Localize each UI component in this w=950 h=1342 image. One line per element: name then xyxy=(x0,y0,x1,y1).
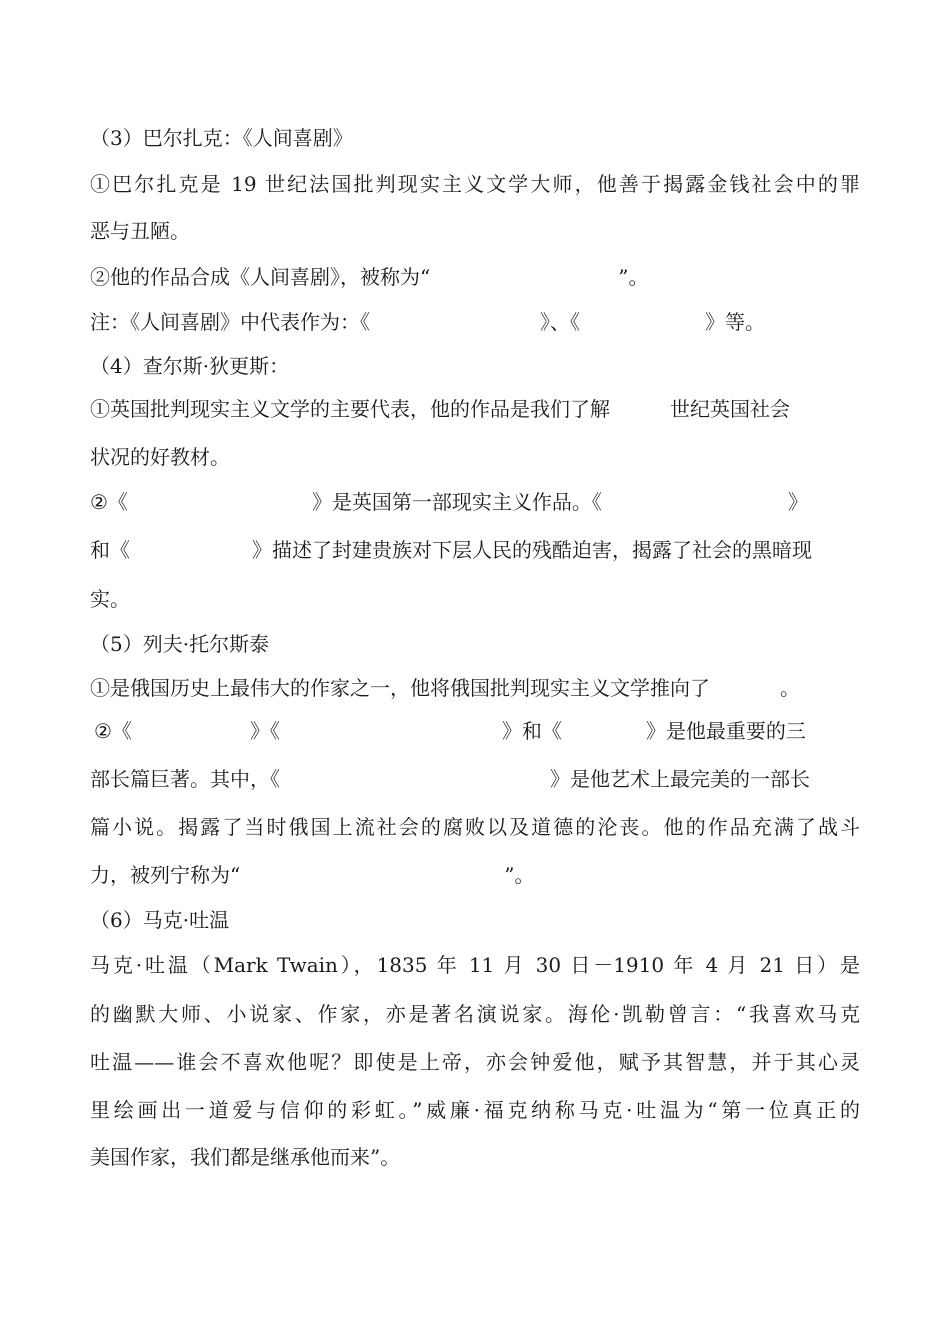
dickens-paragraph-2 xyxy=(90,490,860,514)
tolstoy-paragraph-2-line-3: 篇小说。揭露了当时俄国上流社会的腐败以及道德的沦丧。他的作品充满了战斗 xyxy=(90,815,860,839)
tolstoy-paragraph-2-line-4 xyxy=(90,863,860,887)
balzac-p2-text-b: ”。 xyxy=(618,265,649,289)
balzac-note-text-b: 》、《 xyxy=(540,310,580,334)
dickens-p3-text-b: 》描述了封建贵族对下层人民的残酷迫害，揭露了社会的黑暗现 xyxy=(252,538,812,562)
tolstoy-p1-text-b: 。 xyxy=(780,676,800,700)
dickens-paragraph-1-line-2: 状况的好教材。 xyxy=(90,445,230,469)
tolstoy-p5-text-a: 力，被列宁称为“ xyxy=(90,863,241,887)
balzac-note-text-a: 注：《人间喜剧》中代表作为：《 xyxy=(90,310,370,334)
tolstoy-paragraph-2-line-2 xyxy=(90,767,860,791)
tolstoy-p3-text-b: 》是他艺术上最完美的一部长 xyxy=(550,767,810,791)
tolstoy-p2-text-d: 》是他最重要的三 xyxy=(645,719,806,743)
twain-paragraph-line-5: 美国作家，我们都是继承他而来”。 xyxy=(90,1145,401,1169)
tolstoy-p1-text-a: ①是俄国历史上最伟大的作家之一，他将俄国批判现实主义文学推向了 xyxy=(90,676,710,700)
tolstoy-p3-text-a: 部长篇巨著。其中，《 xyxy=(90,767,280,791)
balzac-note xyxy=(90,310,860,334)
twain-paragraph-line-1: 马克·吐温（Mark Twain），1835 年 11 月 30 日－1910 年 4 月 21 日）是 xyxy=(90,953,860,977)
dickens-paragraph-3-line-2: 实。 xyxy=(90,587,130,611)
dickens-p1-text-a: ①英国批判现实主义文学的主要代表，他的作品是我们了解 xyxy=(90,397,610,421)
balzac-paragraph-1-line-2: 恶与丑陋。 xyxy=(90,219,190,243)
tolstoy-p2-text-a: ②《 xyxy=(94,719,132,743)
dickens-p2-text-c: 》 xyxy=(787,490,808,514)
balzac-note-text-c: 》等。 xyxy=(705,310,765,334)
section-heading-tolstoy: （5）列夫·托尔斯泰 xyxy=(90,632,270,656)
section-heading-dickens: （4）查尔斯·狄更斯： xyxy=(90,354,290,378)
tolstoy-p2-text-b: 》《 xyxy=(249,719,280,743)
balzac-p2-text-a: ②他的作品合成《人间喜剧》，被称为“ xyxy=(90,265,431,289)
tolstoy-p5-text-b: ”。 xyxy=(504,863,535,887)
tolstoy-paragraph-1 xyxy=(90,676,860,700)
balzac-paragraph-2 xyxy=(90,265,860,289)
dickens-paragraph-3-line-1 xyxy=(90,538,860,562)
twain-paragraph-line-2: 的幽默大师、小说家、作家，亦是著名演说家。海伦·凯勒曾言：“我喜欢马克 xyxy=(90,1002,860,1026)
section-heading-twain: （6）马克·吐温 xyxy=(90,908,230,932)
section-heading-balzac: （3）巴尔扎克：《人间喜剧》 xyxy=(90,126,353,150)
twain-paragraph-line-4: 里绘画出一道爱与信仰的彩虹。”威廉·福克纳称马克·吐温为“第一位真正的 xyxy=(90,1098,860,1122)
dickens-p1-text-b: 世纪英国社会 xyxy=(670,397,790,421)
tolstoy-p2-text-c: 》和《 xyxy=(501,719,562,743)
dickens-p3-text-a: 和《 xyxy=(90,538,130,562)
balzac-paragraph-1-line-1: ①巴尔扎克是 19 世纪法国批判现实主义文学大师，他善于揭露金钱社会中的罪 xyxy=(90,172,860,196)
twain-paragraph-line-3: 吐温——谁会不喜欢他呢？即使是上帝，亦会钟爱他，赋予其智慧，并于其心灵 xyxy=(90,1050,860,1074)
tolstoy-paragraph-2-line-1 xyxy=(94,719,860,743)
dickens-paragraph-1-line-1 xyxy=(90,397,860,421)
dickens-p2-text-b: 》是英国第一部现实主义作品。《 xyxy=(311,490,602,514)
dickens-p2-text-a: ②《 xyxy=(90,490,128,514)
